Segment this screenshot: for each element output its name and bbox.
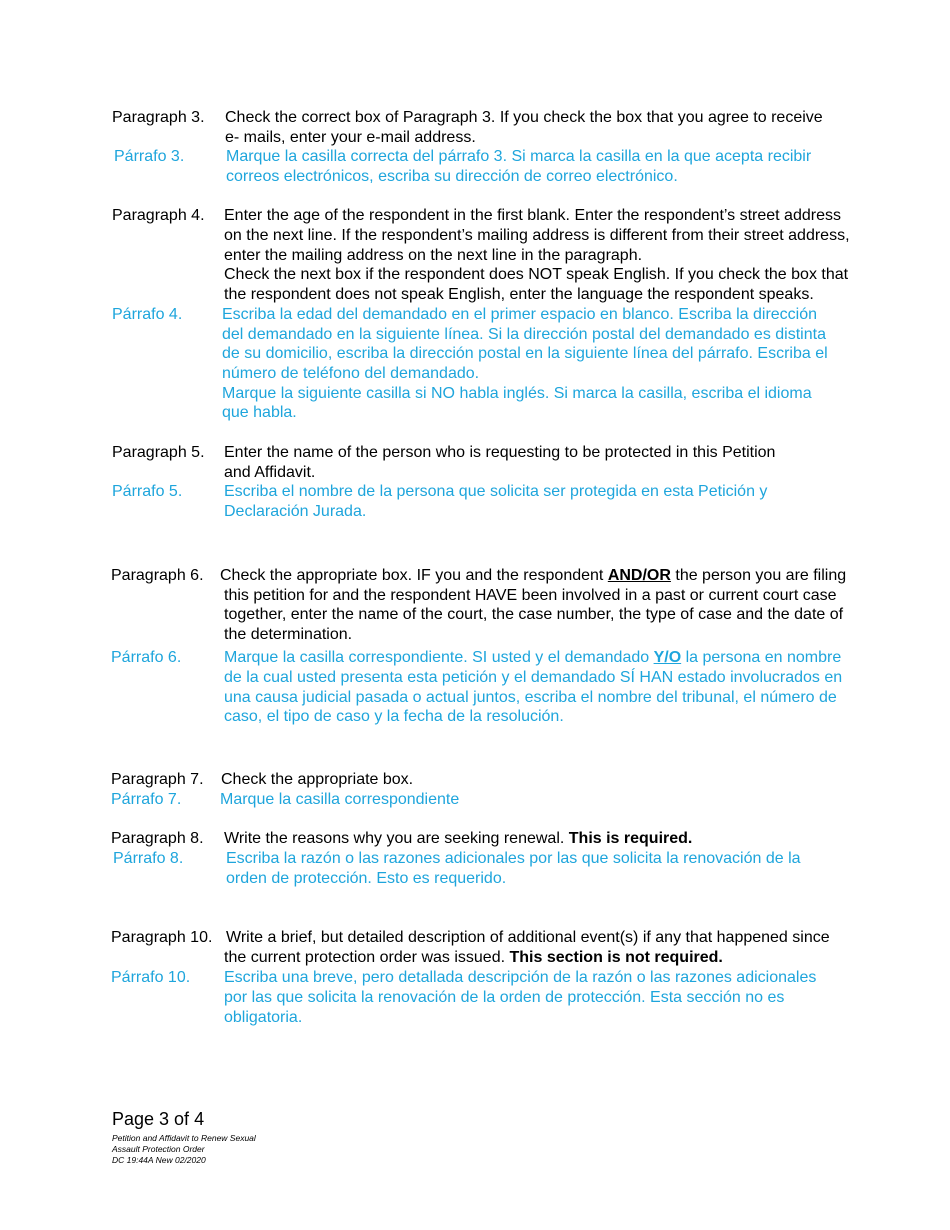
paragraph-label: Paragraph 6. [111,567,204,584]
paragraph-label: Párrafo 10. [111,969,191,986]
paragraph-text-line: que habla. [222,404,297,421]
form-title-line: Petition and Affidavit to Renew Sexual [112,1133,256,1143]
paragraph-text-line: Enter the name of the person who is requesting to be protected in this Petition [224,444,776,461]
paragraph-text-line: número de teléfono del demandado. [222,365,480,382]
paragraph-text-line: Declaración Jurada. [224,503,367,520]
required-note: This is required. [568,830,693,847]
paragraph-text-line: Check the appropriate box. [221,771,414,788]
paragraph-label: Párrafo 5. [112,483,183,500]
paragraph-label: Paragraph 8. [111,830,204,847]
paragraph-label: Paragraph 4. [112,207,205,224]
paragraph-text-line: Marque la siguiente casilla si NO habla inglés. Si marca la casilla, escriba el idioma [222,385,812,402]
paragraph-text-line: obligatoria. [224,1009,303,1026]
paragraph-label: Párrafo 4. [112,306,183,323]
emphasis-and-or: AND/OR [607,567,671,584]
paragraph-label: Paragraph 7. [111,771,204,788]
paragraph-text-line: Check the appropriate box. IF you and the respondent AND/OR the person you are filing [220,567,847,584]
paragraph-text-line: the current protection order was issued. This section is not required. [224,949,723,966]
page-number: Page 3 of 4 [112,1109,205,1129]
paragraph-text-line: Escriba la razón o las razones adicionales por las que solicita la renovación de la [226,850,801,867]
paragraph-text-line: the respondent does not speak English, enter the language the respondent speaks. [224,286,814,303]
paragraph-text-line: together, enter the name of the court, the case number, the type of case and the date of [224,606,844,623]
paragraph-text-line: orden de protección. Esto es requerido. [226,870,507,887]
paragraph-text-line: Marque la casilla correcta del párrafo 3. Si marca la casilla en la que acepta recibir [226,148,812,165]
paragraph-text-line: Write the reasons why you are seeking renewal. This is required. [224,830,693,847]
paragraph-label: Párrafo 6. [111,649,182,666]
paragraph-text-line: the determination. [224,626,353,643]
paragraph-text-line: de su domicilio, escriba la dirección postal en la siguiente línea del párrafo. Escriba el [222,345,828,362]
emphasis-y-o: Y/O [653,649,682,666]
paragraph-text-line: on the next line. If the respondent’s mailing address is different from their street address, [224,227,850,244]
paragraph-text-line: correos electrónicos, escriba su dirección de correo electrónico. [226,168,678,185]
paragraph-text-line: Marque la casilla correspondiente. SI usted y el demandado Y/O la persona en nombre [224,649,842,666]
paragraph-text-line: e- mails, enter your e-mail address. [225,129,476,146]
form-title-line: Assault Protection Order [112,1144,205,1154]
paragraph-text-line: Escriba el nombre de la persona que solicita ser protegida en esta Petición y [224,483,768,500]
paragraph-label: Paragraph 10. [111,929,213,946]
paragraph-text-line: Check the next box if the respondent does NOT speak English. If you check the box that [224,266,849,283]
paragraph-label: Párrafo 3. [114,148,185,165]
paragraph-label: Paragraph 3. [112,109,205,126]
paragraph-text-line: and Affidavit. [224,464,316,481]
paragraph-text-line: caso, el tipo de caso y la fecha de la resolución. [224,708,564,725]
paragraph-text-line: del demandado en la siguiente línea. Si la dirección postal del demandado es distinta [222,326,826,343]
paragraph-label: Paragraph 5. [112,444,205,461]
paragraph-label: Párrafo 7. [111,791,182,808]
paragraph-text-line: Escriba la edad del demandado en el primer espacio en blanco. Escriba la dirección [222,306,818,323]
paragraph-text-line: por las que solicita la renovación de la orden de protección. Esta sección no es [224,989,785,1006]
not-required-note: This section is not required. [509,949,723,966]
paragraph-text-line: Enter the age of the respondent in the first blank. Enter the respondent’s street address [224,207,841,224]
paragraph-text-line: una causa judicial pasada o actual juntos, escriba el nombre del tribunal, el número de [224,689,837,706]
paragraph-text-line: Marque la casilla correspondiente [220,791,460,808]
form-number: DC 19:44A New 02/2020 [112,1155,206,1165]
paragraph-text-line: de la cual usted presenta esta petición y el demandado SÍ HAN estado involucrados en [224,669,843,686]
paragraph-text-line: Escriba una breve, pero detallada descripción de la razón o las razones adicionales [224,969,817,986]
paragraph-text-line: enter the mailing address on the next line in the paragraph. [224,247,643,264]
paragraph-text-line: Write a brief, but detailed description of additional event(s) if any that happened since [226,929,830,946]
paragraph-text-line: Check the correct box of Paragraph 3. If you check the box that you agree to receive [225,109,823,126]
paragraph-label: Párrafo 8. [113,850,184,867]
paragraph-text-line: this petition for and the respondent HAVE been involved in a past or current court case [224,587,837,604]
